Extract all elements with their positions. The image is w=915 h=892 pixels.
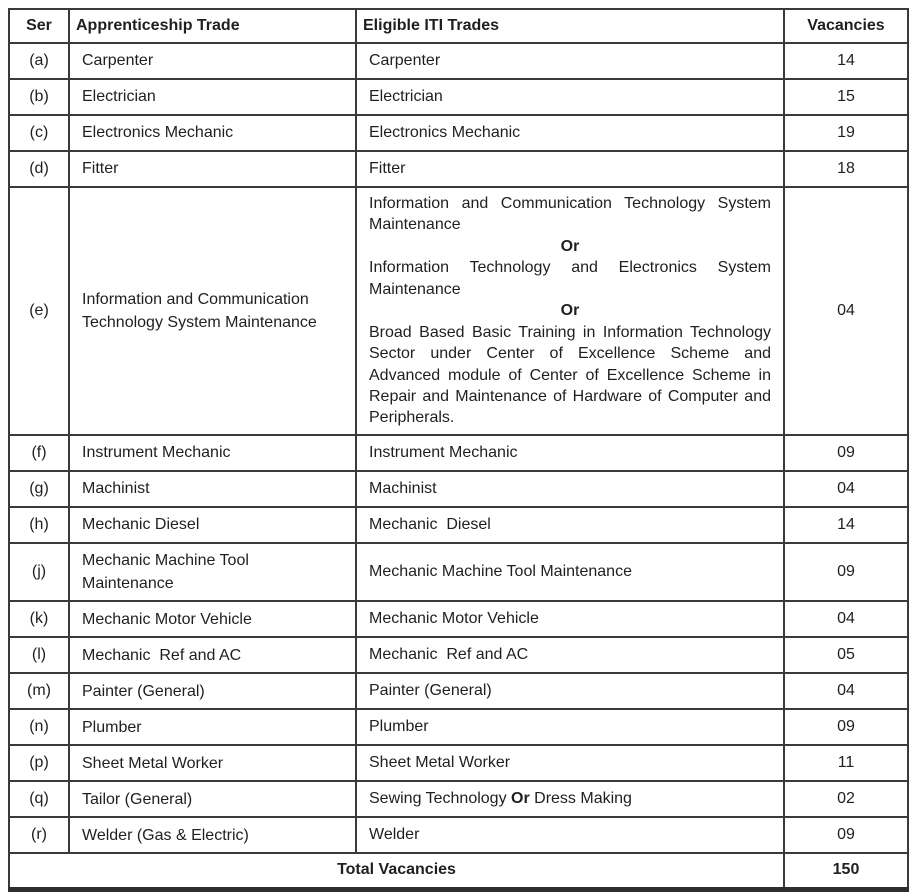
vacancies-cell: 09 — [784, 543, 908, 601]
or-separator: Or — [511, 790, 530, 808]
table-row — [9, 115, 908, 151]
ser-cell: (g) — [9, 471, 69, 507]
table-row — [9, 471, 908, 507]
vacancies-cell: 04 — [784, 673, 908, 709]
vacancy-table — [8, 8, 909, 892]
table-row — [9, 543, 908, 601]
table-row — [9, 43, 908, 79]
vacancies-cell: 04 — [784, 187, 908, 435]
trade-cell: Carpenter — [69, 43, 356, 79]
ser-cell: (q) — [9, 781, 69, 817]
eligible-cell — [356, 781, 784, 817]
trade-cell: Mechanic Motor Vehicle — [69, 601, 356, 637]
table-header — [9, 9, 908, 43]
eligible-trade-text: Instrument Mechanic — [369, 444, 518, 462]
eligible-trade-text: Painter (General) — [369, 682, 492, 700]
ser-cell: (e) — [9, 187, 69, 435]
table-body — [9, 43, 908, 853]
table-row — [9, 507, 908, 543]
eligible-cell — [356, 543, 784, 601]
ser-cell: (b) — [9, 79, 69, 115]
vacancies-cell: 18 — [784, 151, 908, 187]
header-vacancies: Vacancies — [784, 9, 908, 43]
trade-cell: Tailor (General) — [69, 781, 356, 817]
ser-cell: (d) — [9, 151, 69, 187]
or-separator: Or — [560, 302, 580, 320]
eligible-trade-text: Dress Making — [529, 790, 632, 808]
eligible-cell — [356, 637, 784, 673]
header-eligible-iti-trades: Eligible ITI Trades — [356, 9, 784, 43]
total-vacancies-label: Total Vacancies — [9, 853, 784, 889]
eligible-cell — [356, 435, 784, 471]
eligible-trade-text: Electronics Mechanic — [369, 124, 521, 142]
table-row — [9, 637, 908, 673]
trade-cell: Information and Communication Technology System Maintenance — [69, 187, 356, 435]
eligible-cell — [356, 471, 784, 507]
trade-cell: Mechanic Diesel — [69, 507, 356, 543]
table-row — [9, 435, 908, 471]
eligible-trade-text: Electrician — [369, 88, 443, 106]
trade-cell: Machinist — [69, 471, 356, 507]
eligible-cell — [356, 745, 784, 781]
eligible-trade-text: Mechanic Motor Vehicle — [369, 610, 539, 628]
trade-cell: Sheet Metal Worker — [69, 745, 356, 781]
trade-cell: Painter (General) — [69, 673, 356, 709]
trade-cell: Plumber — [69, 709, 356, 745]
ser-cell: (m) — [9, 673, 69, 709]
table-row — [9, 151, 908, 187]
vacancies-cell: 09 — [784, 709, 908, 745]
table-row — [9, 745, 908, 781]
ser-cell: (l) — [9, 637, 69, 673]
eligible-trade-text: Sewing Technology — [369, 790, 512, 808]
ser-cell: (j) — [9, 543, 69, 601]
ser-cell: (c) — [9, 115, 69, 151]
eligible-trade-text: Plumber — [369, 718, 429, 736]
vacancies-cell: 09 — [784, 817, 908, 853]
trade-cell: Electronics Mechanic — [69, 115, 356, 151]
eligible-trade-text: Welder — [369, 826, 420, 844]
vacancies-cell: 04 — [784, 601, 908, 637]
eligible-trade-text: Fitter — [369, 160, 406, 178]
ser-cell: (h) — [9, 507, 69, 543]
header-apprenticeship-trade: Apprenticeship Trade — [69, 9, 356, 43]
vacancies-cell: 11 — [784, 745, 908, 781]
table-row — [9, 709, 908, 745]
ser-cell: (a) — [9, 43, 69, 79]
vacancies-cell: 15 — [784, 79, 908, 115]
header-ser: Ser — [9, 9, 69, 43]
eligible-cell — [356, 817, 784, 853]
eligible-cell — [356, 187, 784, 435]
table-footer — [9, 853, 908, 889]
ser-cell: (r) — [9, 817, 69, 853]
table-row — [9, 187, 908, 435]
eligible-trade-text: Information Technology and Electronics System Maintenance — [369, 259, 776, 298]
table-row — [9, 673, 908, 709]
eligible-cell — [356, 151, 784, 187]
table-row — [9, 781, 908, 817]
eligible-trade-text: Broad Based Basic Training in Information Technology Sector under Center of Excellence Scheme and Advanced module of Center of Excellence Scheme in Repair and Maintenance of Hardware of Computer and Peripherals. — [369, 323, 776, 427]
ser-cell: (k) — [9, 601, 69, 637]
vacancies-cell: 14 — [784, 507, 908, 543]
eligible-cell — [356, 43, 784, 79]
header-row — [9, 9, 908, 43]
trade-cell: Welder (Gas & Electric) — [69, 817, 356, 853]
trade-cell: Instrument Mechanic — [69, 435, 356, 471]
eligible-cell — [356, 507, 784, 543]
or-separator: Or — [560, 237, 580, 255]
eligible-cell — [356, 601, 784, 637]
table-row — [9, 601, 908, 637]
ser-cell: (p) — [9, 745, 69, 781]
total-vacancies-value: 150 — [784, 853, 908, 889]
eligible-cell — [356, 79, 784, 115]
vacancies-cell: 05 — [784, 637, 908, 673]
vacancies-cell: 04 — [784, 471, 908, 507]
trade-cell: Mechanic Machine Tool Maintenance — [69, 543, 356, 601]
vacancies-cell: 09 — [784, 435, 908, 471]
eligible-cell — [356, 115, 784, 151]
eligible-trade-text: Information and Communication Technology System Maintenance — [369, 195, 776, 234]
eligible-trade-text: Mechanic Ref and AC — [369, 646, 529, 664]
vacancies-cell: 19 — [784, 115, 908, 151]
eligible-trade-text: Carpenter — [369, 52, 441, 70]
table-row — [9, 817, 908, 853]
vacancies-cell: 02 — [784, 781, 908, 817]
table-row — [9, 79, 908, 115]
trade-cell: Electrician — [69, 79, 356, 115]
total-row — [9, 853, 908, 889]
trade-cell: Mechanic Ref and AC — [69, 637, 356, 673]
trade-cell: Fitter — [69, 151, 356, 187]
eligible-trade-text: Mechanic Diesel — [369, 516, 491, 534]
ser-cell: (n) — [9, 709, 69, 745]
eligible-trade-text: Sheet Metal Worker — [369, 754, 511, 772]
eligible-trade-text: Machinist — [369, 480, 437, 498]
eligible-cell — [356, 673, 784, 709]
ser-cell: (f) — [9, 435, 69, 471]
vacancies-cell: 14 — [784, 43, 908, 79]
eligible-cell — [356, 709, 784, 745]
eligible-trade-text: Mechanic Machine Tool Maintenance — [369, 563, 632, 581]
